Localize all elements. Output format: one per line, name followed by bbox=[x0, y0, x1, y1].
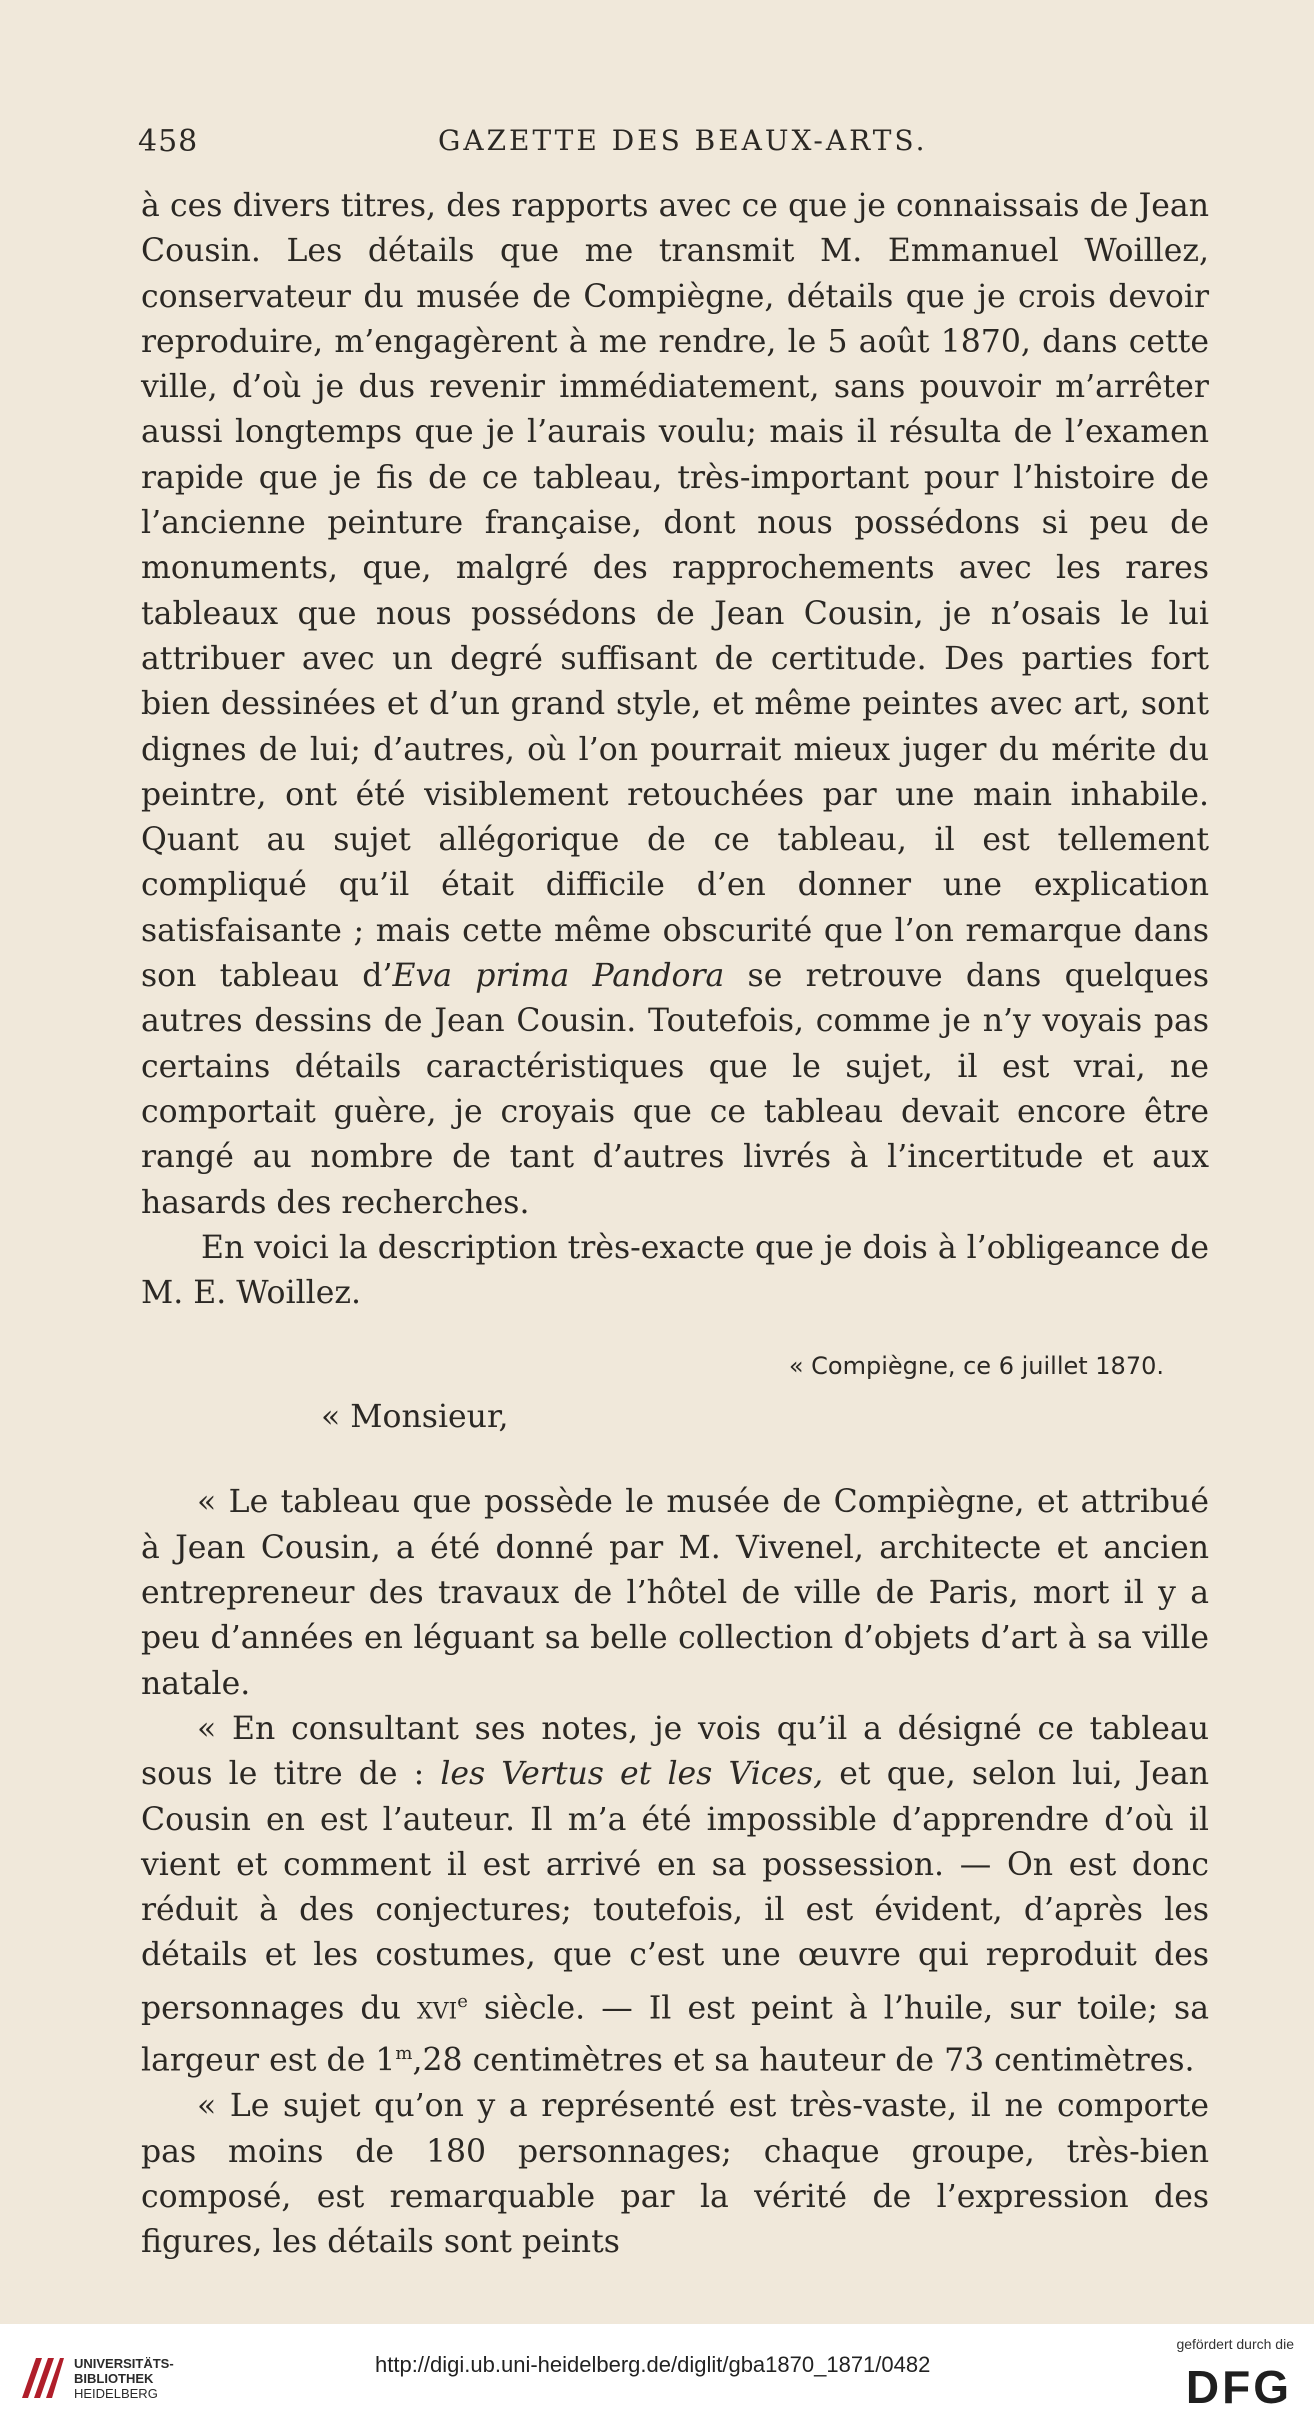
body-text bbox=[141, 184, 1209, 2265]
paragraph-3: « Le tableau que possède le musée de Compiègne, et attribué à Jean Cousin, a été donné par M. Vivenel, architecte et ancien entrepreneur des travaux de l’hôtel de ville de Paris, mort il y a peu d’années en léguant sa belle collection d’objets d’art à sa ville natale. bbox=[141, 1484, 1209, 1702]
paragraph-1: à ces divers titres, des rapports avec ce que je connaissais de Jean Cousin. Les détails que me transmit M. Emmanuel Woillez, conservateur du musée de Compiègne, détails que je crois devoir reproduire, m’engagèrent à me rendre, le 5 août 1870, dans cette ville, d’où je dus revenir immédiatement, sans pouvoir m’arrêter aussi longtemps que je l’aurais voulu; mais il résulta de l’examen rapide que je fis de ce tableau, très-important pour l’histoire de l’ancienne peinture française, dont nous possédons si peu de monuments, que, malgré des rapprochements avec les rares tableaux que nous possédons de Jean Cousin, je n’osais le lui attribuer avec un degré suffisant de certitude. Des parties fort bien dessinées et d’un grand style, et même peintes avec art, sont dignes de lui; d’autres, où l’on pourrait mieux juger du mérite du peintre, ont été visiblement retouchées par une main inhabile. Quant au sujet allégorique de ce tableau, il est tellement compliqué qu’il était difficile d’en donner une explication satisfaisante ; mais cette même obscurité que l’on remarque dans son tableau d’Eva prima Pandora se retrouve dans quelques autres dessins de Jean Cousin. Toutefois, comme je n’y voyais pas certains détails caractéristiques que le sujet, il est vrai, ne comportait guère, je croyais que ce tableau devait encore être rangé au nombre de tant d’autres livrés à l’incertitude et aux hasards des recherches. bbox=[141, 188, 1209, 1221]
paragraph-4: « En consultant ses notes, je vois qu’il a désigné ce tableau sous le titre de : les Vertus et les Vices, et que, selon lui, Jean Cousin en est l’auteur. Il m’a été impossible d’apprendre d’où il vient et comment il est arrivé en sa possession. — On est donc réduit à des conjectures; toutefois, il est évident, d’après les détails et les costumes, que c’est une œuvre qui reproduit des personnages du xvi$^e$ siècle. — Il est peint à l’huile, sur toile; sa largeur est de 1$^m$,28 centimètres et sa hauteur de 73 centimètres. bbox=[141, 1710, 1210, 2079]
century-numeral: xvi bbox=[416, 1990, 458, 2027]
dfg-logo: DFG bbox=[1185, 2361, 1292, 2413]
letter-dateline: « Compiègne, ce 6 juillet 1870. bbox=[788, 1352, 1164, 1381]
italic-title: Eva prima Pandora bbox=[392, 958, 725, 995]
library-logo-icon bbox=[18, 2352, 66, 2409]
paragraph-5: « Le sujet qu’on y a représenté est très-vaste, il ne comporte pas moins de 180 personnages; chaque groupe, très-bien composé, est remarquable par la vérité de l’expression des figures, les détails sont peints bbox=[141, 2088, 1209, 2261]
running-head: GAZETTE DES BEAUX-ARTS. bbox=[438, 124, 928, 157]
viewer-footer bbox=[0, 2324, 1314, 2421]
funded-by-label: gefördert durch die bbox=[1176, 2336, 1294, 2352]
italic-title: les Vertus et les Vices, bbox=[440, 1756, 824, 1793]
permalink-url[interactable]: http://digi.ub.uni-heidelberg.de/diglit/gba1870_1871/0482 bbox=[375, 2352, 931, 2377]
library-name: UNIVERSITÄTS- BIBLIOTHEK HEIDELBERG bbox=[74, 2356, 174, 2401]
paragraph-2: En voici la description très-exacte que je dois à l’obligeance de M. E. Woillez. bbox=[141, 1229, 1209, 1312]
page-number: 458 bbox=[138, 124, 199, 159]
letter-salutation: « Monsieur, bbox=[321, 1399, 509, 1436]
page-header bbox=[138, 124, 1210, 168]
